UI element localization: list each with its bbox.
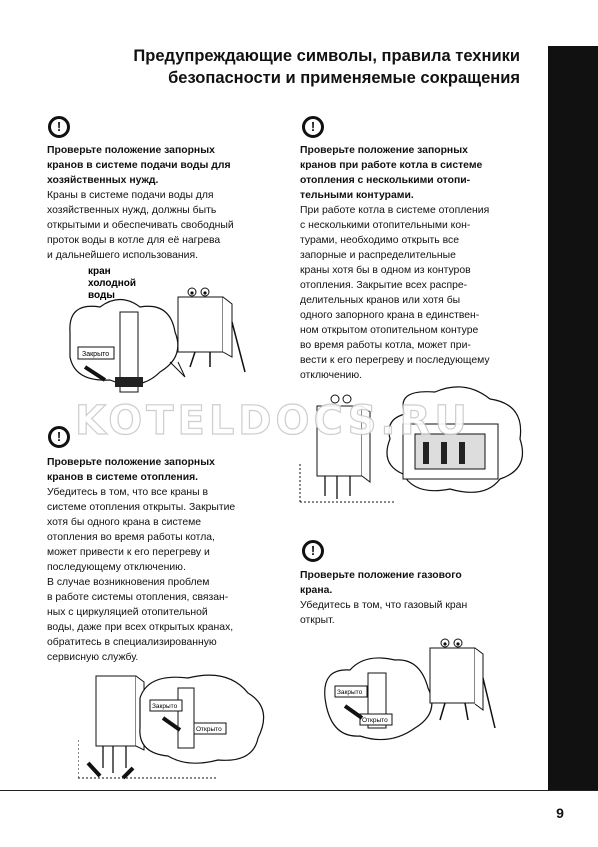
closed-tag: Закрыто bbox=[152, 703, 178, 710]
section-multiple-circuits bbox=[300, 143, 530, 383]
section-text: При работе котла в системе отопления bbox=[300, 205, 490, 216]
exclamation-circle-icon: ! bbox=[302, 540, 324, 562]
section-water-valves bbox=[47, 143, 272, 263]
section-text: Краны в системе подачи воды для bbox=[47, 190, 214, 201]
section-text: запорные и распределительные bbox=[300, 250, 456, 261]
section-text: сервисную службу. bbox=[47, 652, 139, 663]
section-heading: кранов в системе отопления. bbox=[47, 472, 199, 483]
section-heating-valves bbox=[47, 455, 272, 665]
illustration-gas-valve bbox=[320, 628, 530, 748]
section-gas-valve bbox=[300, 568, 530, 628]
open-tag: Открыто bbox=[196, 726, 222, 733]
section-text: последующему отключению. bbox=[47, 562, 186, 573]
page-title bbox=[60, 45, 520, 89]
section-heading: кранов при работе котла в системе bbox=[300, 160, 483, 171]
title-line-2: безопасности и применяемые сокращения bbox=[168, 69, 520, 87]
section-text: В случае возникновения проблем bbox=[47, 577, 210, 588]
section-text: вести к его перегреву и последующему bbox=[300, 355, 490, 366]
section-text: делительных кранов или хотя бы bbox=[300, 295, 461, 306]
section-heading: Проверьте положение запорных bbox=[47, 457, 215, 468]
section-heading: Проверьте положение запорных bbox=[300, 145, 468, 156]
section-heading: кранов в системе подачи воды для bbox=[47, 160, 231, 171]
section-text: системе отопления открыты. Закрытие bbox=[47, 502, 236, 513]
section-heading: Проверьте положение газового bbox=[300, 570, 462, 581]
illustration-label: кран bbox=[88, 266, 111, 277]
section-text: ном открытом отопительном контуре bbox=[300, 325, 479, 336]
exclamation-circle-icon: ! bbox=[302, 116, 324, 138]
exclamation-circle-icon: ! bbox=[48, 426, 70, 448]
section-heading: Проверьте положение запорных bbox=[47, 145, 215, 156]
section-text: хотя бы одного крана в системе bbox=[47, 517, 202, 528]
section-text: ных с циркуляцией отопительной bbox=[47, 607, 208, 618]
illustration-cold-water-valve bbox=[60, 262, 270, 402]
section-text: открыт. bbox=[300, 615, 335, 626]
section-heading: хозяйственных нужд. bbox=[47, 175, 159, 186]
exclamation-circle-icon: ! bbox=[48, 116, 70, 138]
section-text: краны хотя бы в одном из контуров bbox=[300, 265, 471, 276]
closed-tag: Закрыто bbox=[337, 689, 363, 696]
section-text: турами, необходимо открыть все bbox=[300, 235, 459, 246]
section-heading: тельными контурами. bbox=[300, 190, 414, 201]
section-text: отключению. bbox=[300, 370, 363, 381]
section-text: может привести к его перегреву и bbox=[47, 547, 210, 558]
illustration-label: воды bbox=[88, 290, 115, 301]
section-text: открытыми и обеспечивать свободный bbox=[47, 220, 234, 231]
section-heading: крана. bbox=[300, 585, 333, 596]
section-text: одного запорного крана в единствен- bbox=[300, 310, 480, 321]
section-text: в работе системы отопления, связан- bbox=[47, 592, 229, 603]
title-line-1: Предупреждающие символы, правила техники bbox=[133, 47, 520, 65]
section-text: и дальнейшего использования. bbox=[47, 250, 198, 261]
section-text: с несколькими отопительными кон- bbox=[300, 220, 471, 231]
watermark: KOTELDOCS.RU bbox=[75, 398, 471, 444]
section-text: хозяйственных нужд, должны быть bbox=[47, 205, 217, 216]
side-black-bar bbox=[548, 46, 598, 790]
section-text: воды, даже при всех открытых кранах, bbox=[47, 622, 234, 633]
section-text: Убедитесь в том, что все краны в bbox=[47, 487, 208, 498]
section-text: отопления во время работы котла, bbox=[47, 532, 215, 543]
section-text: во время работы котла, может при- bbox=[300, 340, 471, 351]
open-tag: Открыто bbox=[362, 717, 388, 724]
section-text: обратитесь в специализированную bbox=[47, 637, 217, 648]
page-number: 9 bbox=[556, 805, 564, 821]
footer-rule bbox=[0, 790, 598, 791]
section-text: Убедитесь в том, что газовый кран bbox=[300, 600, 468, 611]
section-text: отопления. Закрытие всех распре- bbox=[300, 280, 468, 291]
illustration-heating-valves bbox=[78, 668, 278, 780]
closed-tag: Закрыто bbox=[82, 351, 110, 358]
section-heading: отопления с несколькими отопи- bbox=[300, 175, 471, 186]
section-text: проток воды в котле для её нагрева bbox=[47, 235, 221, 246]
illustration-label: холодной bbox=[88, 278, 137, 289]
